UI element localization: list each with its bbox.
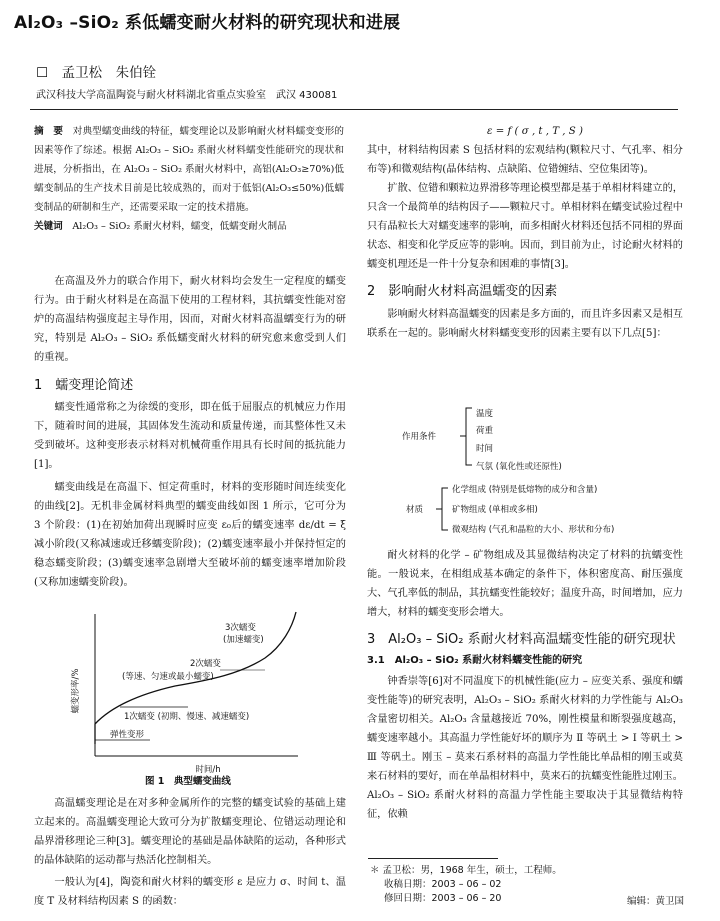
right-column-lower (367, 546, 683, 824)
authors: ☐ 孟卫松 朱伯铨 (36, 65, 157, 81)
left-column-bottom (34, 794, 346, 911)
group-2-label: 材质 (406, 505, 424, 515)
abstract-label: 摘 要 (34, 126, 64, 137)
keywords-label: 关键词 (34, 221, 63, 232)
factor-tree (394, 402, 684, 540)
keywords-text: Al₂O₃ – SiO₂ 系耐火材料，蠕变，低蠕变耐火制品 (72, 221, 287, 232)
left-paragraph-1: 蠕变性通常称之为徐缓的变形，即在低于屈服点的机械应力作用下，随着时间的进展，其固体发生流动和质量传递，而其整体性又未受到破坏。这种变形表示材料对机械荷重作用具有长时间的抵抗能力[1]。 (34, 402, 346, 470)
revised-date: 修回日期：2003 – 06 – 20 (384, 893, 502, 904)
factor-atmosphere: 气氛 (氧化性或还原性) (476, 462, 562, 472)
factor-temperature: 温度 (476, 409, 494, 419)
factor-time: 时间 (476, 444, 494, 454)
x-axis-label: 时间/h (195, 765, 221, 775)
elastic-label: 弹性变形 (110, 730, 145, 740)
left-paragraph-3: 高温蠕变理论是在对多种金属所作的完整的蠕变试验的基础上建立起来的。高温蠕变理论大致可分为扩散蠕变理论、位错运动理论和晶界滑移理论三种[3]。蠕变理论的基础是晶体缺陷的运动，各种形式的晶体缺陷的运动都与热活化控制相关。 (34, 798, 346, 866)
received-date: 收稿日期：2003 – 06 – 02 (384, 879, 502, 890)
stage-3-label: 3次蠕变 (225, 623, 256, 633)
right-column (367, 122, 683, 343)
abstract-text: 对典型蠕变曲线的特征，蠕变理论以及影响耐火材料蠕变变形的因素等作了综述。根据 Al₂O₃ – SiO₂ 系耐火材料蠕变性能研究的现状和进展，分析指出，在 Al₂O₃ – SiO₂ 系耐火材料中，高铝(Al₂O₃≥70%)低蠕变制品的生产技术目前是比较成熟的，而对于低铝(Al₂O₃≤50%)低蠕变制品的研制和生产，还需要采取一定的技术措施。 (34, 126, 345, 213)
stage-3-sublabel: (加速蠕变) (223, 635, 264, 645)
stage-2-label: 2次蠕变 (190, 659, 221, 669)
header-rule (30, 109, 678, 110)
figure-1-caption: 图 1 典型蠕变曲线 (145, 776, 231, 787)
right-paragraph-3: 影响耐火材料高温蠕变的因素是多方面的，而且许多因素又是相互联系在一起的。影响耐火材料蠕变变形的因素主要有以下几点[5]： (367, 309, 683, 339)
factor-chemical: 化学组成 (特别是低熔物的成分和含量) (452, 485, 598, 495)
creep-formula: ε = f ( σ , t , T , S ) (487, 126, 583, 137)
affiliation: 武汉科技大学高温陶瓷与耐火材料湖北省重点实验室 武汉 430081 (36, 90, 338, 101)
right-paragraph-1: 其中，材料结构因素 S 包括材料的宏观结构(颗粒尺寸、气孔率、相分布等)和微观结构(晶体结构、点缺陷、位错缠结、空位集团等)。 (367, 145, 683, 175)
left-paragraph-4: 一般认为[4]，陶瓷和耐火材料的蠕变形 ε 是应力 σ、时间 t、温度 T 及材料结构因素 S 的函数： (34, 877, 346, 907)
group-1-label: 作用条件 (402, 432, 437, 442)
section-2-heading: 2 影响耐火材料高温蠕变的因素 (367, 284, 558, 299)
factor-mineral: 矿物组成 (单相或多相) (452, 505, 538, 515)
factor-microstructure: 微观结构 (气孔和晶粒的大小、形状和分布) (452, 525, 615, 535)
y-axis-label: 蠕变形率/% (71, 668, 81, 714)
right-paragraph-4: 耐火材料的化学 – 矿物组成及其显微结构决定了材料的抗蠕变性能。一般说来，在相组成基本确定的条件下，体积密度高、耐压强度大、气孔率低的制品，其抗蠕变性能较好；温度升高，时间增加，应力增大，材料的蠕变变形会增大。 (367, 550, 683, 618)
paper-title: Al₂O₃ –SiO₂ 系低蠕变耐火材料的研究现状和进展 (14, 13, 401, 33)
editor-credit: 编辑：黄卫国 (626, 896, 684, 907)
left-paragraph-2: 蠕变曲线是在高温下、恒定荷重时，材料的变形随时间连续变化的曲线[2]。无机非金属材料典型的蠕变曲线如图 1 所示，它可分为 3 个阶段：(1)在初始加荷出现瞬时应变 ε₀后的蠕变速率 dε/dt = ξ 减小阶段(又称减速或迁移蠕变阶段)；(2)蠕变速率最小并保持恒定的稳态蠕变阶段；(3)蠕变速率急剧增大至破坏前的蠕变速率增加阶段(又称加速蠕变阶段)。 (34, 482, 346, 588)
abstract (34, 122, 344, 236)
factor-load: 荷重 (476, 426, 494, 436)
abstract-body (34, 122, 344, 217)
section-3-1-heading: 3.1 Al₂O₃ – SiO₂ 系耐火材料蠕变性能的研究 (367, 655, 583, 666)
group-2-brace (442, 488, 448, 530)
stage-2-sublabel: (等速、匀速或最小蠕变) (122, 672, 214, 682)
author-note: ＊ 孟卫松：男，1968 年生，硕士，工程师。 (370, 865, 562, 876)
left-column-top (34, 272, 346, 592)
right-paragraph-2: 扩散、位错和颗粒边界滑移等理论模型都是基于单相材料建立的，只含一个最简单的结构因子——颗粒尺寸。单相材料在蠕变试验过程中只有晶粒长大对蠕变速率的影响，而多相耐火材料还包括不同相的界面状态、相变和化学反应等的影响。因而，到目前为止，讨论耐火材料的蠕变机理还是一件十分复杂和困难的事情[3]。 (367, 183, 683, 270)
section-3-heading: 3 Al₂O₃ – SiO₂ 系耐火材料高温蠕变性能的研究现状 (367, 632, 676, 647)
footnote-rule (368, 858, 498, 859)
section-1-heading: 1 蠕变理论简述 (34, 378, 134, 393)
stage-1-label: 1次蠕变 (初期、慢速、减速蠕变) (124, 712, 250, 722)
figure-1-creep-curve (60, 606, 330, 792)
intro-paragraph: 在高温及外力的联合作用下，耐火材料均会发生一定程度的蠕变行为。由于耐火材料是在高温下使用的工程材料，其抗蠕变性能对窑炉的高温结构强度起主导作用，因而，对耐火材料高温蠕变行为的研究，特别是 Al₂O₃ – SiO₂ 系低蠕变耐火材料的研究愈来愈受到人们的重视。 (34, 276, 346, 363)
group-1-brace (466, 408, 472, 465)
keywords (34, 217, 344, 236)
right-paragraph-5: 钟香崇等[6]对不同温度下的机械性能(应力 – 应变关系、强度和蠕变性能等)的研究表明，Al₂O₃ – SiO₂ 系耐火材料的力学性能与 Al₂O₃ 含量密切相关。Al₂O₃ 含量越接近 70%，刚性模量和断裂强度越高，蠕变速率越小。其高温力学性能好坏的顺序为 Ⅱ 等矾土 > Ⅰ 等矾土 > Ⅲ 等矾土。刚玉 – 莫来石系材料的高温力学性能比单晶相的刚玉或莫来石材料的要好，而在单晶相材料中，莫来石的抗蠕变性能胜过刚玉。Al₂O₃ – SiO₂ 系耐火材料的高温力学性能主要取决于其显微结构特征，依赖 (367, 676, 683, 820)
